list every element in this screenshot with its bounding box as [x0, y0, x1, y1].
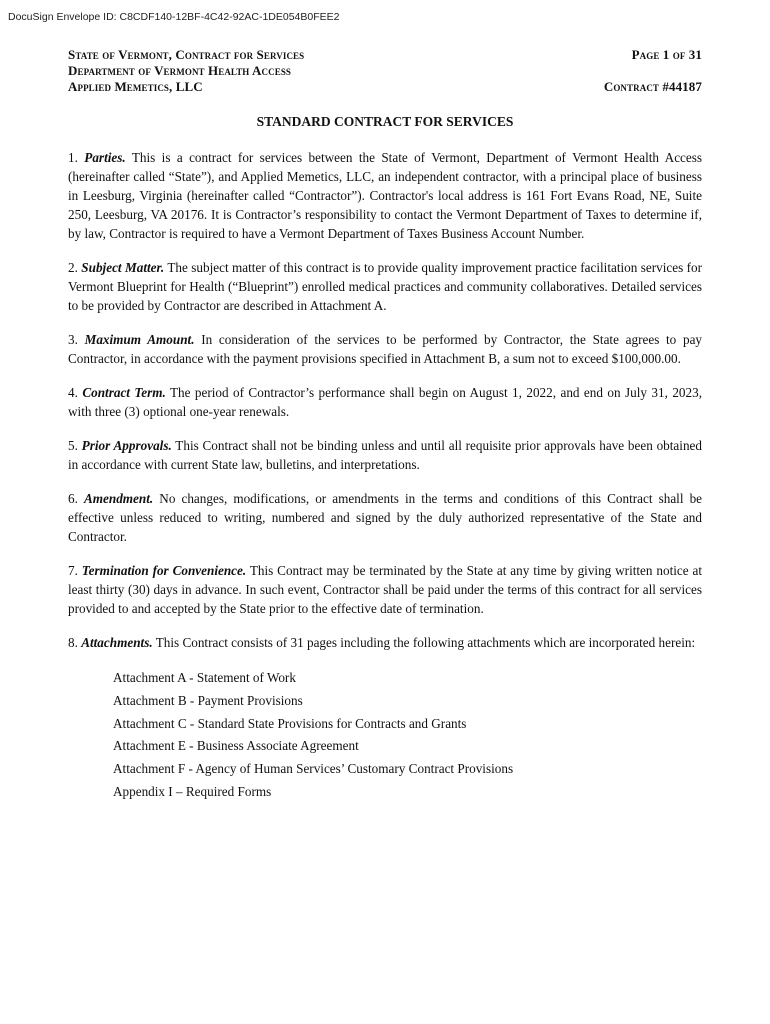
contract-number: Contract #44187	[603, 79, 702, 94]
header-department-line: Department of Vermont Health Access	[68, 63, 292, 78]
paragraph-maximum-amount	[68, 330, 702, 368]
document-header	[68, 47, 702, 95]
paragraph-label: Attachments.	[81, 635, 153, 650]
list-item: Attachment B - Payment Provisions	[113, 692, 303, 708]
page-number: Page 1 of 31	[631, 47, 702, 62]
contract-body	[68, 148, 702, 804]
paragraph-text: In consideration of the services to be performed by Contractor, the State agrees to pay Contractor, in accordance with the payment provisions specified in Attachment B, a sum not to exceed $100,000.00.	[68, 332, 703, 366]
header-contractor-line: Applied Memetics, LLC	[68, 79, 203, 94]
paragraph-subject-matter	[68, 258, 702, 315]
paragraph-termination	[68, 561, 702, 618]
paragraph-text: This Contract shall not be binding unless and until all requisite prior approvals have been obtained in accordance with current State law, bulletins, and interpretations.	[68, 438, 702, 472]
attachment-list	[68, 667, 702, 804]
paragraph-text: The period of Contractor’s performance shall begin on August 1, 2022, and end on July 31, 2023, with three (3) optional one-year renewals.	[68, 385, 703, 419]
paragraph-number: 8.	[68, 635, 78, 650]
paragraph-label: Subject Matter.	[81, 260, 165, 275]
list-item: Attachment C - Standard State Provisions for Contracts and Grants	[113, 715, 467, 731]
paragraph-label: Contract Term.	[82, 385, 166, 400]
paragraph-label: Termination for Convenience.	[81, 563, 247, 578]
paragraph-label: Prior Approvals.	[81, 438, 172, 453]
paragraph-text: No changes, modifications, or amendments in the terms and conditions of this Contract shall be effective unless reduced to writing, numbered and signed by the duly authorized representative of the State and Contractor.	[68, 491, 703, 544]
paragraph-number: 1.	[68, 150, 78, 165]
paragraph-number: 4.	[68, 385, 78, 400]
paragraph-text: This Contract may be terminated by the State at any time by giving written notice at least thirty (30) days in advance. In such event, Contractor shall be paid under the terms of this contract for all services provided to and accepted by the State prior to the effective date of termination.	[68, 563, 702, 616]
paragraph-contract-term	[68, 383, 702, 421]
header-state-line: State of Vermont, Contract for Services	[68, 47, 305, 62]
docusign-envelope-id: DocuSign Envelope ID: C8CDF140-12BF-4C42-92AC-1DE054B0FEE2	[8, 11, 340, 23]
list-item: Attachment E - Business Associate Agreement	[113, 738, 359, 754]
paragraph-number: 6.	[68, 491, 78, 506]
list-item: Appendix I – Required Forms	[113, 783, 272, 799]
paragraph-amendment	[68, 489, 702, 546]
paragraph-text: This is a contract for services between the State of Vermont, Department of Vermont Health Access (hereinafter called “State”), and Applied Memetics, LLC, an independent contractor, with a principal place of business in Leesburg, Virginia (hereinafter called “Contractor”). Contractor's local address is 161 Fort Evans Road, NE, Suite 250, Leesburg, VA 20176. It is Contractor’s responsibility to contact the Vermont Department of Taxes to determine if, by law, Contractor is required to have a Vermont Department of Taxes Business Account Number.	[68, 150, 703, 241]
paragraph-attachments	[68, 633, 702, 652]
paragraph-label: Amendment.	[83, 491, 154, 506]
paragraph-number: 5.	[68, 438, 78, 453]
list-item: Attachment F - Agency of Human Services’ Customary Contract Provisions	[113, 761, 514, 777]
paragraph-number: 7.	[68, 563, 78, 578]
paragraph-prior-approvals	[68, 436, 702, 474]
paragraph-parties	[68, 148, 702, 243]
paragraph-label: Parties.	[84, 150, 126, 165]
paragraph-label: Maximum Amount.	[84, 332, 195, 347]
paragraph-text: This Contract consists of 31 pages including the following attachments which are incorporated herein:	[155, 635, 696, 650]
list-item: Attachment A - Statement of Work	[113, 670, 296, 685]
paragraph-number: 3.	[68, 332, 78, 347]
paragraph-text: The subject matter of this contract is to provide quality improvement practice facilitation services for Vermont Blueprint for Health (“Blueprint”) enrolled medical practices and community collaboratives. Detailed services to be provided by Contractor are described in Attachment A.	[68, 260, 703, 313]
document-title: STANDARD CONTRACT FOR SERVICES	[256, 114, 514, 129]
paragraph-number: 2.	[68, 260, 78, 275]
